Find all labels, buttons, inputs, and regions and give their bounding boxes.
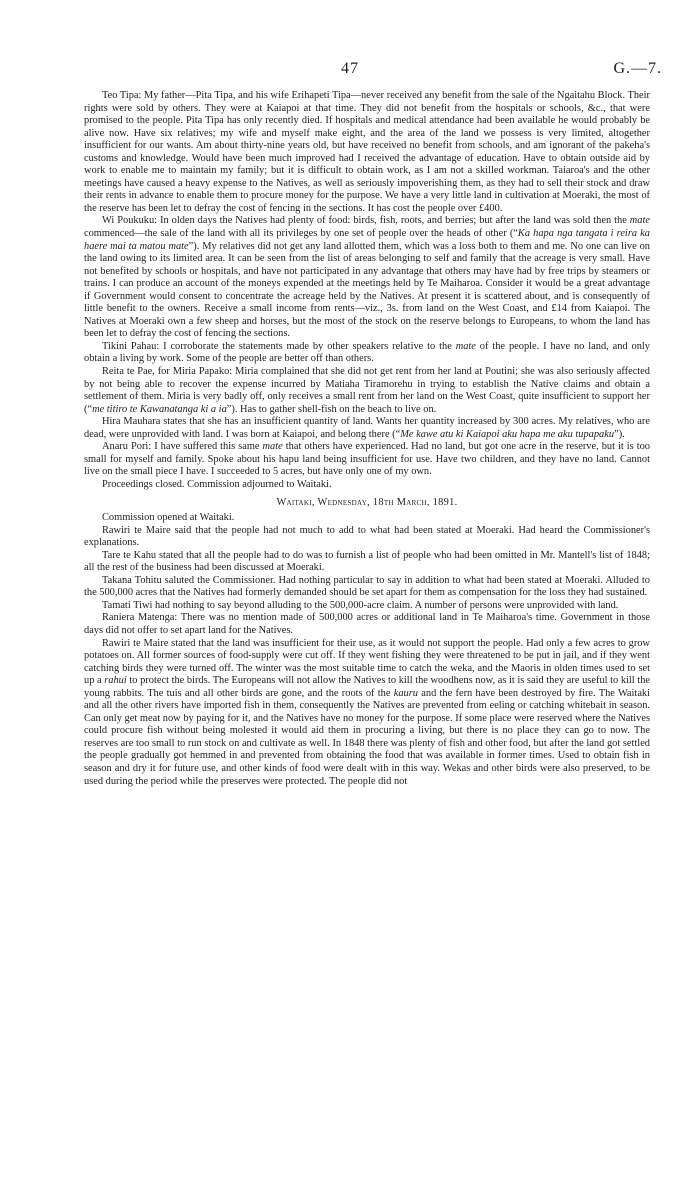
paragraph <box>84 525 650 550</box>
text-run: Wi Poukuku: In olden days the Natives had plenty of food: birds, fish, roots, and berries; but after the land was sold then the <box>102 215 630 227</box>
text-run: Teo Tipa: My father—Pita Tipa, and his wife Erihapeti Tipa—never received any benefit from the sale of the Ngaitahu Block. Their rights were sold by others. They were at Kaiapoi at that time. They did not benefit from the hospitals or schools, &c., that were promised to the people. Pita Tipa has only recently died. If hospitals and medical attendance had been available he would probably be alive now. Have six relatives; my wife and myself make eight, and the area of the land we possess is very limited, altogether insufficient for our wants. Am about thirty-nine years old, but have received no benefit from schools, and am ignorant of the pakeha's customs and knowledge. Would have been much improved had I received the advantage of education. Have to obtain outside aid by work to enable me to maintain my family; but it is difficult to obtain work, as I am not a skilled workman. Taiaroa's and the other meetings have caused a heavy expense to the Natives, as well as seriously impoverishing them, as they had to sell their stock and draw their rents in advance to enable them to procure money for the purpose. We have a very little land in cultivation at Moeraki, the most of the reserve has been let to defray the cost of fencing in the sections. It has cost the people over £400. <box>84 90 650 214</box>
document-series-reference: G.—7. <box>613 60 662 77</box>
text-run: to protect the birds. The Europeans will not allow the Natives to kill the woodhens now, as it is said they are useful to kill the young rabbits. The tuis and all other birds are gone, and the roots of the <box>84 675 650 699</box>
paragraph <box>84 341 650 366</box>
italic-phrase: kauru <box>393 687 418 699</box>
text-run: ”). <box>614 428 625 440</box>
paragraph <box>84 441 650 479</box>
paragraph <box>84 479 650 492</box>
text-run: Proceedings closed. Commission adjourned to Waitaki. <box>102 478 332 490</box>
paragraph <box>84 215 650 340</box>
body-text <box>84 90 650 788</box>
paragraph <box>84 90 650 215</box>
text-run: Tamati Tiwi had nothing to say beyond alluding to the 500,000-acre claim. A number of persons were unprovided with land. <box>102 599 619 611</box>
paragraph <box>84 612 650 637</box>
text-run: Tikini Pahau: I corroborate the statements made by other speakers relative to the <box>102 340 456 352</box>
text-run: Tare te Kahu stated that all the people had to do was to furnish a list of people who had been omitted in Mr. Mantell's list of 1848; all the rest of the business had been discussed at Moeraki. <box>84 549 650 574</box>
testimony-moeraki <box>84 90 650 492</box>
italic-phrase: rahui <box>104 675 127 687</box>
text-run: Raniera Matenga: There was no mention made of 500,000 acres or additional land in Te Maiharoa's time. Government in those days did not offer to set apart land for the Natives. <box>84 612 650 636</box>
text-run: that others have experienced. Had no land, but got one acre in the reserve, but it is too small for myself and family. Spoke about his hapu land being insufficient for use. Have two children, and they have no land. Cannot live on the small piece I have. I succeeded to 5 acres, but have only one of my own. <box>84 441 650 478</box>
paragraph <box>84 600 650 613</box>
text-run: Takana Tohitu saluted the Commissioner. Had nothing particular to say in addition to what had been stated at Moeraki. Alluded to the 500,000 acres that the Natives had formerly demanded should be set apart for them as compensation for the loss they had sustained. <box>84 574 650 599</box>
text-run: and the fern have been destroyed by fire. The Waitaki and all the other rivers have imported fish in them, consequently the Natives are prevented from eeling or catching whitebait in season. Can only get meat now by paying for it, and the Natives have no money for the purpose. If some place were reserved where the Natives could procure fish without being molested it would aid them in procuring a living, but there is no place they can go to now. The reserves are too small to run stock on and cultivate as well. In 1848 there was plenty of fish and other food, but after the land got settled the people gradually got hemmed in and prevented from obtaining the food that was available in former times. Used to obtain fish in season and dry it for future use, and other kinds of food were dealt with in this way. Wekas and other birds were also preserved, to be used during the period while the preserves were protected. The people did not <box>84 687 651 787</box>
italic-phrase: mate <box>629 215 650 227</box>
paragraph <box>84 638 650 789</box>
italic-phrase: Me kawe atu ki Kaiapoi aku hapa me aku tupapaku <box>400 428 615 440</box>
text-run: Rawiri te Maire said that the people had not much to add to what had been stated at Moeraki. Had heard the Commissioner's explanations. <box>84 524 650 549</box>
text-run: of the people. I have no land, and only obtain a living by work. Some of the people are better off than others. <box>84 340 650 365</box>
testimony-waitaki <box>84 512 650 788</box>
paragraph <box>84 366 650 416</box>
paragraph <box>84 575 650 600</box>
paragraph <box>84 512 650 525</box>
text-run: Hira Mauhara states that she has an insufficient quantity of land. Wants her quantity increased by 300 acres. My relatives, who are dead, were unprovided with land. I was born at Kaiapoi, and belong there (“ <box>84 416 650 440</box>
text-run: Anaru Pori: I have suffered this same <box>102 441 263 453</box>
text-run: Reita te Pae, for Miria Papako: Miria complained that she did not get rent from her land at Poutini; she was also seriously affected by not being able to recover the expense incurred by Matiaha Tiramorehu in trying to establish the Native claims and obtain a settlement of them. Miria is very badly off, only receives a small rent from her land on the West Coast, quite insufficient to support her (“ <box>84 366 650 415</box>
text-run: Rawiri te Maire stated that the land was insufficient for their use, as it would not support the people. Had only a few acres to grow potatoes on. All former sources of food-supply were cut off. If they went fishing they were threatened to be put in jail, and if they went catching birds they were turned off. The winter was the most suitable time to catch the weka, and the Maoris in olden times used to set up a <box>84 637 650 687</box>
italic-phrase: mate <box>455 340 476 352</box>
paragraph <box>84 550 650 575</box>
section-heading <box>84 497 650 510</box>
italic-phrase: me titiro te Kawanatanga ki a ia <box>92 403 227 415</box>
text-run: ”). My relatives did not get any land allotted them, which was a loss both to them and me. No one can live on the land owing to its limited area. It can be seen from the list of areas belonging to self and family that the acreage is very small. Have not benefited by schools or hospitals, and have not participated in any advantage that others may have had by free trips by steamers or trains. I can produce an account of the moneys expended at the meetings held by Te Maiharoa. Consider it would be a great advantage if Government would consent to concentrate the acreage held by the Natives. At present it is scattered about, and is consequently of little benefit to the owners. Receive a small income from rents—viz., 3s. from land on the West Coast, and £14 from Kaiapoi. The Natives at Moeraki own a few sheep and horses, but the most of the stock on the reserve belongs to Europeans, to whom the land has been let to defray the cost of fencing the sections. <box>84 240 650 340</box>
text-run: ”). Has to gather shell-fish on the beach to live on. <box>226 403 437 415</box>
section-heading-text: Waitaki, Wednesday, 18th March, 1891. <box>276 496 458 508</box>
italic-phrase: mate <box>262 441 283 453</box>
text-run: commenced—the sale of the land with all its privileges by one set of people over the heads of other (“ <box>84 228 518 240</box>
paragraph <box>84 416 650 441</box>
page-number: 47 <box>341 60 359 77</box>
italic-phrase: Ka hapa nga tangata i reira ka haere mai ta matou mate <box>84 228 650 252</box>
text-run: Commission opened at Waitaki. <box>102 512 235 524</box>
